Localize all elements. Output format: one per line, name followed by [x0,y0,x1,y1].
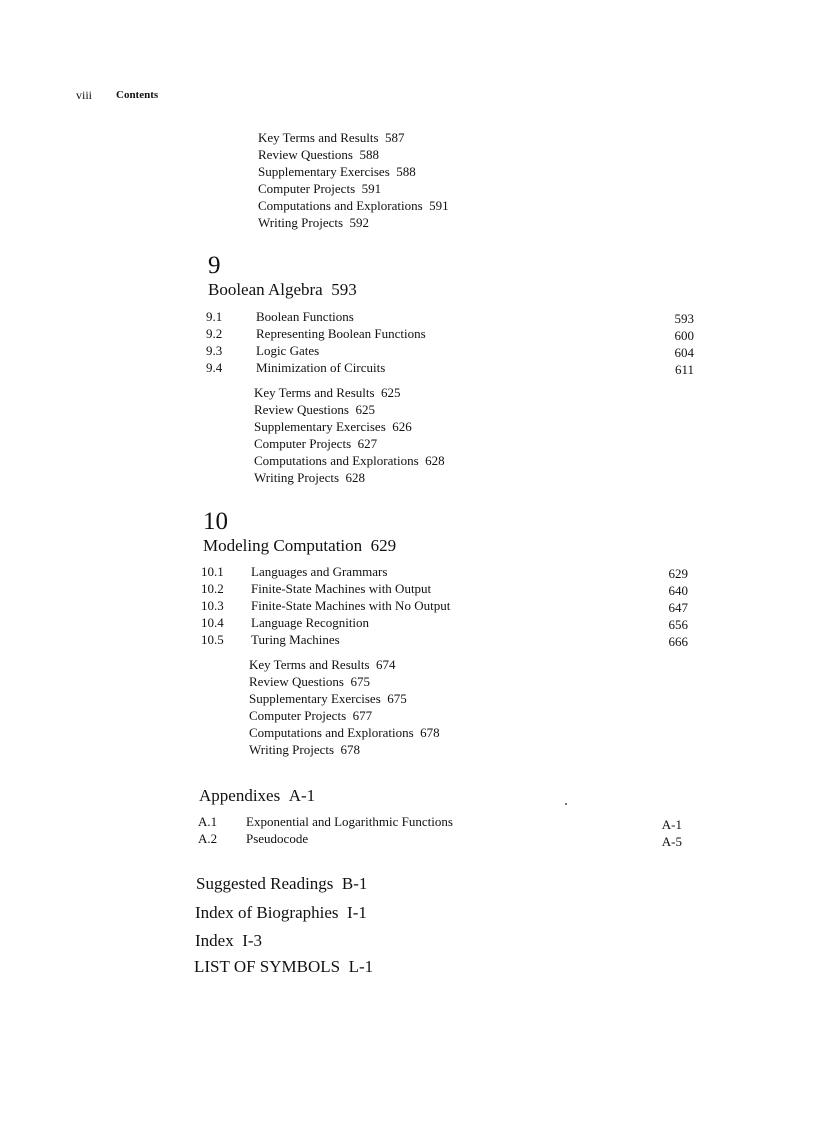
back-matter-entry[interactable] [194,957,373,977]
appendixes-page: A-1 [288,786,316,805]
section-page: 640 [668,583,688,598]
entry-page: 678 [420,725,440,740]
page-number: viii [76,88,93,102]
stray-mark [565,803,567,805]
entry-page: 591 [429,198,449,213]
entry-page: 591 [361,181,382,196]
chapter-number: 9 [208,252,221,279]
section-title[interactable]: Boolean Functions [256,309,354,324]
section-number: 9.4 [206,360,223,375]
entry-label: Computer Projects [254,436,352,451]
section-number: 10.4 [201,615,224,630]
entry-page: 675 [387,691,407,706]
entry-label: Computations and Explorations [258,198,423,213]
entry-page: 675 [350,674,370,689]
section-page: 656 [668,617,688,632]
section-page: 611 [674,362,694,377]
section-title[interactable]: Exponential and Logarithmic Functions [246,814,453,829]
section-title[interactable]: Logic Gates [256,343,320,358]
entry-label: Index [195,931,234,950]
entry-page: 587 [385,130,405,145]
entry-label: LIST OF SYMBOLS [194,957,341,976]
section-title[interactable]: Languages and Grammars [251,564,388,579]
entry-page: 674 [376,657,396,672]
entry-page: L-1 [348,957,374,976]
entry-page: I-1 [347,903,367,922]
chapter-number: 10 [203,508,228,535]
section-number: 9.3 [206,343,223,358]
toc-entry[interactable] [249,673,370,690]
section-page: 629 [668,566,688,581]
section-page: 647 [668,600,688,615]
section-number: 10.2 [201,581,224,596]
entry-page: 625 [355,402,375,417]
section-page: 666 [668,634,688,649]
section-number: 10.1 [201,564,224,579]
entry-label: Key Terms and Results [249,657,370,672]
toc-entry[interactable] [249,656,396,673]
entry-page: 592 [349,215,370,230]
entry-page: 627 [357,436,378,451]
toc-entry[interactable] [254,384,401,401]
entry-label: Key Terms and Results [254,385,375,400]
toc-entry[interactable] [258,197,449,214]
entry-page: 625 [381,385,401,400]
entry-label: Computer Projects [258,181,356,196]
entry-label: Writing Projects [249,742,335,757]
entry-page: 588 [396,164,416,179]
entry-label: Supplementary Exercises [258,164,390,179]
entry-page: 677 [352,708,373,723]
section-title[interactable]: Finite-State Machines with Output [251,581,432,596]
entry-label: Writing Projects [254,470,340,485]
entry-label: Writing Projects [258,215,344,230]
toc-entry[interactable] [254,469,365,486]
entry-page: 626 [392,419,412,434]
section-page: 604 [674,345,694,360]
toc-entry[interactable] [258,214,369,231]
chapter-page: 593 [331,280,357,299]
entry-label: Key Terms and Results [258,130,379,145]
section-page: A-1 [661,817,682,832]
entry-label: Review Questions [249,674,344,689]
entry-label: Suggested Readings [196,874,334,893]
entry-page: I-3 [242,931,263,950]
toc-entry[interactable] [258,146,379,163]
section-number: 10.5 [201,632,224,647]
section-title[interactable]: Language Recognition [251,615,370,630]
entry-page: 588 [359,147,379,162]
toc-entry[interactable] [249,707,372,724]
toc-entry[interactable] [258,129,405,146]
chapter-title-text: Boolean Algebra [208,280,323,299]
entry-label: Computations and Explorations [254,453,419,468]
toc-entry[interactable] [258,163,416,180]
entry-page: B-1 [341,874,368,893]
entry-page: 628 [425,453,445,468]
back-matter-entry[interactable] [195,931,262,951]
toc-entry[interactable] [249,690,407,707]
section-number: A.2 [198,831,218,846]
back-matter-entry[interactable] [195,903,367,923]
toc-entry[interactable] [258,180,381,197]
section-title[interactable]: Representing Boolean Functions [256,326,426,341]
section-page: 600 [674,328,694,343]
section-page: A-5 [661,834,682,849]
entry-label: Review Questions [254,402,349,417]
entry-page: 628 [345,470,366,485]
section-title[interactable]: Pseudocode [246,831,309,846]
section-number: 9.2 [206,326,223,341]
appendixes-title[interactable] [199,786,315,806]
entry-label: Supplementary Exercises [249,691,381,706]
toc-entry[interactable] [254,418,412,435]
entry-label: Supplementary Exercises [254,419,386,434]
section-page: 593 [674,311,694,326]
section-number: A.1 [198,814,218,829]
appendixes-title-text: Appendixes [199,786,281,805]
chapter-title-text: Modeling Computation [203,536,363,555]
chapter-title[interactable] [208,280,357,300]
toc-entry[interactable] [249,724,440,741]
running-header-title: Contents [116,89,159,101]
back-matter-entry[interactable] [196,874,367,894]
toc-entry[interactable] [254,401,375,418]
toc-entry[interactable] [254,452,445,469]
section-number: 10.3 [201,598,224,613]
toc-entry[interactable] [249,741,360,758]
chapter-page: 629 [370,536,397,555]
toc-entry[interactable] [254,435,377,452]
entry-label: Computer Projects [249,708,347,723]
chapter-title[interactable] [203,536,396,556]
section-title[interactable]: Finite-State Machines with No Output [251,598,451,613]
entry-page: 678 [340,742,361,757]
section-number: 9.1 [206,309,223,324]
entry-label: Computations and Explorations [249,725,414,740]
entry-label: Review Questions [258,147,353,162]
section-title[interactable]: Minimization of Circuits [256,360,386,375]
entry-label: Index of Biographies [195,903,339,922]
section-title[interactable]: Turing Machines [251,632,340,647]
